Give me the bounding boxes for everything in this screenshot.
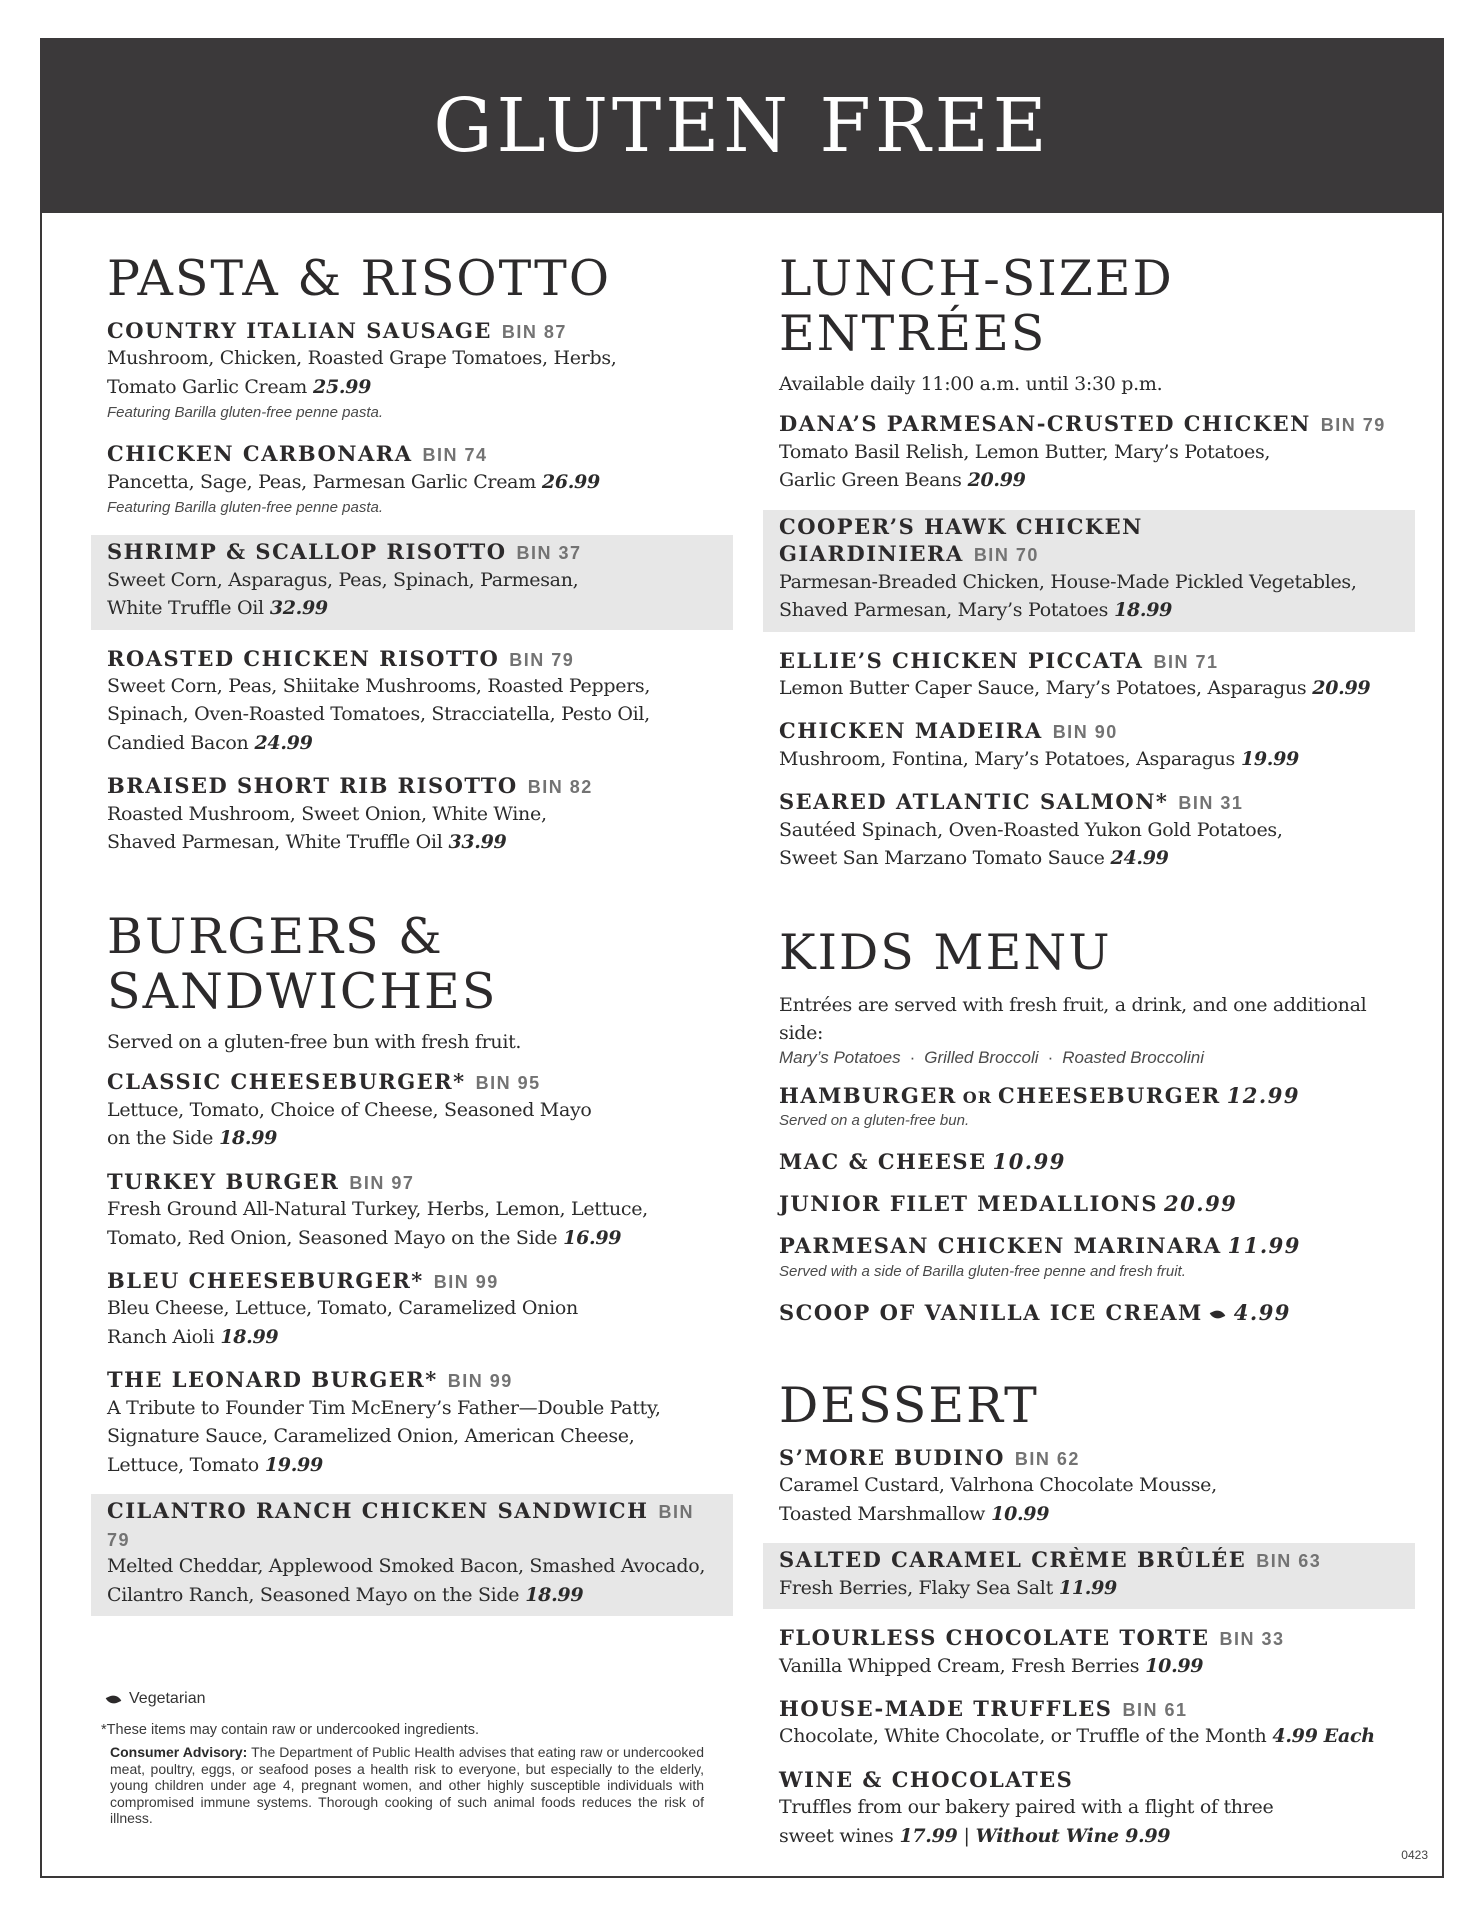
item-price: 19.99 xyxy=(1240,747,1299,770)
item-name: PARMESAN CHICKEN MARINARA xyxy=(779,1233,1222,1259)
item-name: GIARDINIERA xyxy=(779,541,964,567)
item-description: White Truffle Oil xyxy=(107,597,264,620)
item-note: Featuring Barilla gluten-free penne pasta. xyxy=(107,499,384,517)
menu-item xyxy=(779,1299,1399,1326)
section-title-lunch: LUNCH-SIZED ENTRÉES xyxy=(779,250,1174,362)
advisory-label: Consumer Advisory: xyxy=(110,1744,248,1760)
consumer-advisory xyxy=(110,1744,704,1827)
item-description: Shaved Parmesan, White Truffle Oil xyxy=(107,831,443,854)
item-description: Tomato Basil Relish, Lemon Butter, Mary’s Potatoes, xyxy=(779,440,1271,463)
left-column xyxy=(107,252,717,1631)
item-description: Lettuce, Tomato xyxy=(107,1453,259,1476)
section-title-pasta: PASTA & RISOTTO xyxy=(107,250,612,307)
item-note: Served with a side of Barilla gluten-free penne and fresh fruit. xyxy=(779,1262,1186,1280)
item-description: Spinach, Oven-Roasted Tomatoes, Stracciatella, Pesto Oil, xyxy=(107,703,650,726)
item-description: Parmesan-Breaded Chicken, House-Made Pickled Vegetables, xyxy=(779,570,1357,593)
item-name: FLOURLESS CHOCOLATE TORTE xyxy=(779,1625,1210,1651)
item-description: Chocolate, White Chocolate, or Truffle of the Month xyxy=(779,1725,1267,1748)
item-name: BLEU CHEESEBURGER* xyxy=(107,1268,424,1294)
separator: · xyxy=(909,1047,916,1067)
raw-food-footnote: *These items may contain raw or undercooked ingredients. xyxy=(101,1722,479,1738)
item-note: Featuring Barilla gluten-free penne pasta. xyxy=(107,404,384,422)
side-option: Mary’s Potatoes xyxy=(779,1047,901,1067)
item-name: S’MORE BUDINO xyxy=(779,1444,1005,1470)
menu-item xyxy=(107,317,717,425)
item-description: Vanilla Whipped Cream, Fresh Berries xyxy=(779,1654,1140,1677)
item-price: 11.99 xyxy=(1058,1576,1117,1599)
section-title-burgers: BURGERS & SANDWICHES xyxy=(107,907,498,1020)
menu-item xyxy=(779,788,1399,872)
item-name: CHEESEBURGER xyxy=(998,1082,1221,1108)
menu-item xyxy=(779,1444,1399,1528)
item-price: 10.99 xyxy=(1145,1654,1204,1677)
item-price: 18.99 xyxy=(525,1583,584,1606)
item-name: COUNTRY ITALIAN SAUSAGE xyxy=(107,317,492,343)
bin-number: BIN 90 xyxy=(1052,722,1118,743)
item-description: Cilantro Ranch, Seasoned Mayo on the Side xyxy=(107,1583,520,1606)
item-price: 20.99 xyxy=(1312,676,1371,699)
item-price-alt: Without Wine 9.99 xyxy=(975,1824,1171,1847)
item-description: Sweet San Marzano Tomato Sauce xyxy=(779,847,1105,870)
menu-title: GLUTEN FREE xyxy=(433,82,1051,169)
item-description: Caramel Custard, Valrhona Chocolate Mousse, xyxy=(779,1474,1217,1497)
bin-number: BIN 79 xyxy=(1320,415,1386,436)
item-name: HAMBURGER xyxy=(779,1082,957,1108)
bin-number: BIN 99 xyxy=(433,1272,499,1293)
bin-number: BIN 31 xyxy=(1178,793,1244,814)
menu-item xyxy=(779,410,1399,494)
item-name: SCOOP OF VANILLA ICE CREAM xyxy=(779,1299,1203,1325)
item-price: 11.99 xyxy=(1227,1233,1301,1259)
advisory-text: The Department of Public Health advises that eating raw or undercooked meat, poultry, eggs, or seafood poses a health risk to everyone, but especially to the elderly, young children under age 4, pregnant women, and other highly susceptible individuals with compromised immune systems. Thorough cooking of such animal foods reduces the risk of illness. xyxy=(110,1744,704,1827)
leaf-icon xyxy=(106,1692,122,1706)
menu-item xyxy=(779,1190,1399,1217)
menu-item xyxy=(779,1232,1399,1283)
bin-number: BIN 70 xyxy=(973,545,1039,566)
price-divider: | xyxy=(963,1824,970,1847)
item-description: Shaved Parmesan, Mary’s Potatoes xyxy=(779,599,1109,622)
menu-item xyxy=(107,1366,717,1479)
menu-item xyxy=(107,772,717,856)
bin-number: BIN 33 xyxy=(1219,1629,1285,1650)
item-description: Fresh Ground All-Natural Turkey, Herbs, Lemon, Lettuce, xyxy=(107,1198,648,1221)
side-option: Roasted Broccolini xyxy=(1062,1047,1204,1067)
legend xyxy=(107,1690,206,1708)
item-name: HOUSE-MADE TRUFFLES xyxy=(779,1696,1113,1722)
leaf-icon xyxy=(1209,1307,1225,1321)
item-name: CHICKEN CARBONARA xyxy=(107,441,413,467)
item-name: CLASSIC CHEESEBURGER* xyxy=(107,1069,466,1095)
item-description: Garlic Green Beans xyxy=(779,469,962,492)
item-description: Mushroom, Chicken, Roasted Grape Tomatoes, Herbs, xyxy=(107,347,617,370)
section-note: Available daily 11:00 a.m. until 3:30 p.m. xyxy=(779,372,1163,395)
menu-item-highlighted xyxy=(763,510,1415,632)
menu-item xyxy=(107,1168,717,1252)
item-price: 32.99 xyxy=(269,597,328,620)
item-description: Tomato Garlic Cream xyxy=(107,375,308,398)
item-price: 16.99 xyxy=(563,1226,622,1249)
item-price: 17.99 xyxy=(899,1824,958,1847)
side-options xyxy=(779,1048,1399,1068)
section-note: Entrées are served with fresh fruit, a drink, and one additional side: xyxy=(779,993,1367,1045)
bin-number: BIN 37 xyxy=(516,543,582,564)
item-name: MAC & CHEESE xyxy=(779,1148,987,1174)
menu-item-highlighted xyxy=(763,1543,1415,1609)
item-name: DANA’S PARMESAN-CRUSTED CHICKEN xyxy=(779,411,1311,437)
item-description: Roasted Mushroom, Sweet Onion, White Wine, xyxy=(107,802,547,825)
bin-number: BIN 82 xyxy=(527,777,593,798)
item-description: Sweet Corn, Peas, Shiitake Mushrooms, Roasted Peppers, xyxy=(107,674,651,697)
bin-number: BIN 95 xyxy=(475,1073,541,1094)
menu-item xyxy=(107,645,717,758)
separator: · xyxy=(1047,1047,1054,1067)
menu-item-highlighted xyxy=(91,535,733,629)
item-name-connector: OR xyxy=(962,1087,993,1107)
item-description: A Tribute to Founder Tim McEnery’s Father—Double Patty, xyxy=(107,1396,661,1419)
item-price: 19.99 xyxy=(264,1453,323,1476)
legend-label: Vegetarian xyxy=(129,1690,206,1707)
item-name: JUNIOR FILET MEDALLIONS xyxy=(779,1191,1159,1217)
bin-number: BIN 97 xyxy=(349,1172,415,1193)
item-price: 4.99 Each xyxy=(1272,1725,1375,1748)
item-name: SEARED ATLANTIC SALMON* xyxy=(779,789,1169,815)
item-description: Pancetta, Sage, Peas, Parmesan Garlic Cream xyxy=(107,470,536,493)
item-price: 10.99 xyxy=(991,1502,1050,1525)
item-price: 18.99 xyxy=(220,1325,279,1348)
item-name: COOPER’S HAWK CHICKEN xyxy=(779,513,1143,539)
item-price: 10.99 xyxy=(992,1148,1066,1174)
item-description: sweet wines xyxy=(779,1824,894,1847)
item-price: 12.99 xyxy=(1226,1082,1300,1108)
section-note: Served on a gluten-free bun with fresh fruit. xyxy=(107,1030,522,1053)
item-name: ROASTED CHICKEN RISOTTO xyxy=(107,645,500,671)
item-description: Bleu Cheese, Lettuce, Tomato, Caramelized Onion xyxy=(107,1297,578,1320)
menu-item-highlighted xyxy=(91,1494,733,1616)
bin-number: BIN 79 xyxy=(107,1502,694,1550)
bin-number: BIN 62 xyxy=(1014,1448,1080,1469)
item-name: SALTED CARAMEL CRÈME BRÛLÉE xyxy=(779,1547,1247,1573)
menu-item xyxy=(779,647,1399,703)
item-name: BRAISED SHORT RIB RISOTTO xyxy=(107,773,518,799)
bin-number: BIN 63 xyxy=(1256,1551,1322,1572)
bin-number: BIN 71 xyxy=(1153,651,1219,672)
item-price: 18.99 xyxy=(1114,599,1173,622)
menu-item xyxy=(779,717,1399,773)
item-price: 24.99 xyxy=(254,731,313,754)
item-name: CHICKEN MADEIRA xyxy=(779,718,1043,744)
item-description: Fresh Berries, Flaky Sea Salt xyxy=(779,1576,1053,1599)
bin-number: BIN 74 xyxy=(422,445,488,466)
item-description: Lemon Butter Caper Sauce, Mary’s Potatoes, Asparagus xyxy=(779,676,1307,699)
header-banner xyxy=(40,38,1444,213)
bin-number: BIN 99 xyxy=(447,1371,513,1392)
item-description: Lettuce, Tomato, Choice of Cheese, Seasoned Mayo xyxy=(107,1098,592,1121)
section-title-dessert: DESSERT xyxy=(779,1377,1039,1435)
right-column xyxy=(779,252,1399,1865)
bin-number: BIN 87 xyxy=(501,321,567,342)
menu-item xyxy=(779,1624,1399,1680)
item-price: 24.99 xyxy=(1110,847,1169,870)
menu-item xyxy=(779,1082,1399,1133)
bin-number: BIN 61 xyxy=(1122,1700,1188,1721)
menu-item xyxy=(107,440,717,520)
item-name: TURKEY BURGER xyxy=(107,1168,340,1194)
item-name: CILANTRO RANCH CHICKEN SANDWICH xyxy=(107,1498,649,1524)
item-description: Toasted Marshmallow xyxy=(779,1502,986,1525)
item-price: 20.99 xyxy=(967,469,1026,492)
item-name: THE LEONARD BURGER* xyxy=(107,1367,438,1393)
item-description: Sweet Corn, Asparagus, Peas, Spinach, Parmesan, xyxy=(107,568,579,591)
item-description: Tomato, Red Onion, Seasoned Mayo on the Side xyxy=(107,1226,558,1249)
item-price: 26.99 xyxy=(541,470,600,493)
item-description: Melted Cheddar, Applewood Smoked Bacon, Smashed Avocado, xyxy=(107,1555,706,1578)
bin-number: BIN 79 xyxy=(509,649,575,670)
item-price: 18.99 xyxy=(219,1127,278,1150)
item-description: on the Side xyxy=(107,1127,214,1150)
item-price: 33.99 xyxy=(448,831,507,854)
menu-item xyxy=(779,1766,1399,1850)
side-option: Grilled Broccoli xyxy=(924,1047,1039,1067)
item-description: Sautéed Spinach, Oven-Roasted Yukon Gold Potatoes, xyxy=(779,818,1283,841)
menu-item xyxy=(779,1148,1399,1175)
item-price: 20.99 xyxy=(1164,1191,1238,1217)
item-price: 4.99 xyxy=(1233,1299,1291,1325)
item-name: ELLIE’S CHICKEN PICCATA xyxy=(779,647,1144,673)
item-name: WINE & CHOCOLATES xyxy=(779,1766,1074,1792)
menu-item xyxy=(107,1068,717,1152)
document-code: 0423 xyxy=(1401,1848,1428,1862)
item-description: Mushroom, Fontina, Mary’s Potatoes, Asparagus xyxy=(779,747,1235,770)
item-description: Truffles from our bakery paired with a flight of three xyxy=(779,1796,1274,1819)
item-description: Ranch Aioli xyxy=(107,1325,215,1348)
item-note: Served on a gluten-free bun. xyxy=(779,1111,970,1129)
item-description: Candied Bacon xyxy=(107,731,249,754)
item-description: Signature Sauce, Caramelized Onion, American Cheese, xyxy=(107,1425,635,1448)
item-name: SHRIMP & SCALLOP RISOTTO xyxy=(107,539,507,565)
item-price: 25.99 xyxy=(313,375,372,398)
menu-item xyxy=(779,1695,1399,1751)
section-title-kids: KIDS MENU xyxy=(779,923,1112,981)
menu-item xyxy=(107,1267,717,1351)
